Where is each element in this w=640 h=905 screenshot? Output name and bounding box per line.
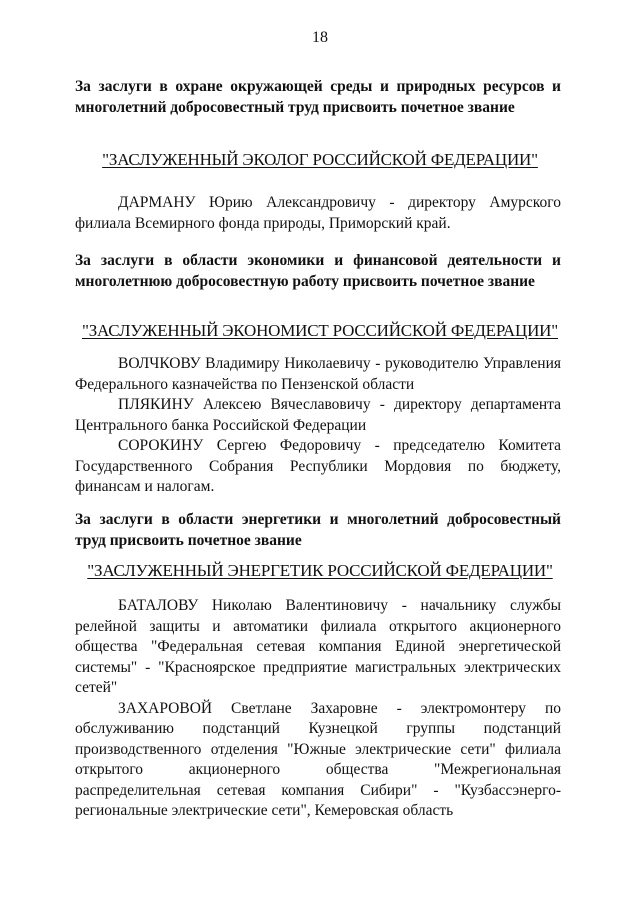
section-ecologist-title: "ЗАСЛУЖЕННЫЙ ЭКОЛОГ РОССИЙСКОЙ ФЕДЕРАЦИИ" — [102, 150, 538, 169]
section-energy-title: "ЗАСЛУЖЕННЫЙ ЭНЕРГЕТИК РОССИЙСКОЙ ФЕДЕРАЦИИ" — [87, 561, 553, 580]
section-energy-entries — [75, 596, 561, 822]
page-number: 18 — [312, 29, 328, 46]
section-economist-entries — [75, 354, 561, 498]
section-energy-intro: За заслуги в области энергетики и многолетний добросовестный труд присвоить почетное звание — [75, 511, 561, 549]
award-entry-volchkov: ВОЛЧКОВУ Владимиру Николаевичу - руководителю Управления Федерального казначейства по Пензенской области — [75, 355, 561, 393]
award-entry-sorokin: СОРОКИНУ Сергею Федоровичу - председателю Комитета Государственного Собрания Республики Мордовия по бюджету, финансам и налогам. — [75, 437, 561, 495]
award-entry-zakharova: ЗАХАРОВОЙ Светлане Захаровне - электромонтеру по обслуживанию подстанций Кузнецкой группы подстанций производственного отделения "Южные электрические сети" филиала открытого акционерного общества "Межрегиональная распределительная сетевая компания Сибири" - "Кузбассэнерго-региональные электрические сети", Кемеровская область — [75, 699, 561, 819]
section-economist-intro: За заслуги в области экономики и финансовой деятельности и многолетнюю добросовестную работу присвоить почетное звание — [75, 252, 561, 290]
section-ecologist-intro: За заслуги в охране окружающей среды и природных ресурсов и многолетний добросовестный труд присвоить почетное звание — [75, 78, 561, 116]
award-entry-batalov: БАТАЛОВУ Николаю Валентиновичу - начальнику службы релейной защиты и автоматики филиала открытого акционерного общества "Федеральная сетевая компания Единой энергетической системы" - "Красноярское предприятие магистральных электрических сетей" — [75, 597, 561, 696]
award-entry-darman: ДАРМАНУ Юрию Александровичу - директору Амурского филиала Всемирного фонда природы, Приморский край. — [75, 194, 561, 232]
award-entry-plyakin: ПЛЯКИНУ Алексею Вячеславовичу - директору департамента Центрального банка Российской Федерации — [75, 396, 561, 434]
section-economist-title: "ЗАСЛУЖЕННЫЙ ЭКОНОМИСТ РОССИЙСКОЙ ФЕДЕРАЦИИ" — [82, 321, 558, 340]
